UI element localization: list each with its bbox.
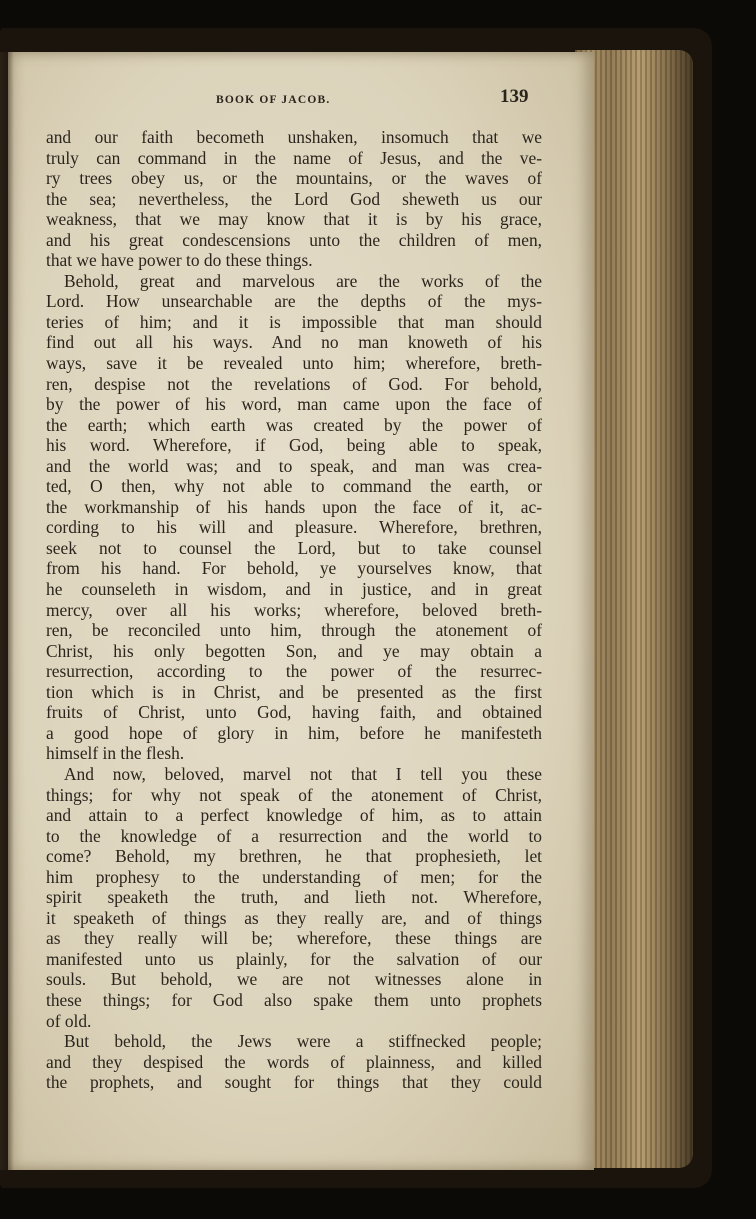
text-line: Behold, great and marvelous are the works of the [64,270,542,291]
text-line: tion which is in Christ, and be presented as the first [46,681,542,702]
text-line: weakness, that we may know that it is by his grace, [46,209,542,230]
page-body-text [46,127,542,1093]
text-line: he counseleth in wisdom, and in justice, and in great [46,579,542,600]
text-line: and our faith becometh unshaken, insomuch that we [46,127,542,147]
text-line: his word. Wherefore, if God, being able to speak, [46,435,542,456]
text-line: the earth; which earth was created by the power of [46,414,542,435]
text-line: seek not to counsel the Lord, but to take counsel [46,537,542,558]
text-line: as they really will be; wherefore, these things are [46,928,542,949]
text-line: mercy, over all his works; wherefore, beloved breth- [46,599,542,620]
text-line: and they despised the words of plainness, and killed [46,1051,542,1072]
text-line: But behold, the Jews were a stiffnecked people; [64,1031,542,1052]
text-line: by the power of his word, man came upon the face of [46,394,542,415]
text-line: and attain to a perfect knowledge of him, as to attain [46,805,542,826]
text-line: and his great condescensions unto the children of men, [46,229,542,250]
text-line: things; for why not speak of the atonement of Christ, [46,784,542,805]
text-line: ry trees obey us, or the mountains, or the waves of [46,168,542,189]
text-line: Christ, his only begotten Son, and ye may obtain a [46,640,542,661]
text-line: from his hand. For behold, ye yourselves know, that [46,558,542,579]
text-line: ren, despise not the revelations of God. For behold, [46,373,542,394]
text-line: the prophets, and sought for things that they could [46,1072,542,1093]
text-line: teries of him; and it is impossible that man should [46,311,542,332]
page-number: 139 [500,86,529,107]
text-line: him prophesy to the understanding of men; for the [46,866,542,887]
text-line: come? Behold, my brethren, he that prophesieth, let [46,846,542,867]
text-line: fruits of Christ, unto God, having faith, and obtained [46,702,542,723]
text-line: And now, beloved, marvel not that I tell you these [64,763,542,784]
running-head: BOOK OF JACOB. [216,94,331,106]
text-line: that we have power to do these things. [46,250,313,271]
text-line: ted, O then, why not able to command the earth, or [46,476,542,497]
text-line: resurrection, according to the power of the resurrec- [46,661,542,682]
text-line: manifested unto us plainly, for the salvation of our [46,948,542,969]
text-line: and the world was; and to speak, and man was crea- [46,455,542,476]
text-line: of old. [46,1010,92,1031]
text-line: these things; for God also spake them unto prophets [46,989,542,1010]
text-line: cording to his will and pleasure. Wherefore, brethren, [46,517,542,538]
text-line: to the knowledge of a resurrection and the world to [46,825,542,846]
text-line: spirit speaketh the truth, and lieth not. Wherefore, [46,887,542,908]
text-line: himself in the flesh. [46,743,185,764]
text-line: the sea; nevertheless, the Lord God sheweth us our [46,188,542,209]
text-line: the workmanship of his hands upon the face of it, ac- [46,496,542,517]
spine-shadow [0,52,14,1170]
text-line: ren, be reconciled unto him, through the atonement of [46,620,542,641]
text-line: a good hope of glory in him, before he manifesteth [46,722,542,743]
text-line: ways, save it be revealed unto him; wherefore, breth- [46,353,542,374]
text-line: truly can command in the name of Jesus, and the ve- [46,147,542,168]
text-line: find out all his ways. And no man knoweth of his [46,332,542,353]
text-line: it speaketh of things as they really are, and of things [46,907,542,928]
text-line: souls. But behold, we are not witnesses alone in [46,969,542,990]
text-line: Lord. How unsearchable are the depths of the mys- [46,291,542,312]
